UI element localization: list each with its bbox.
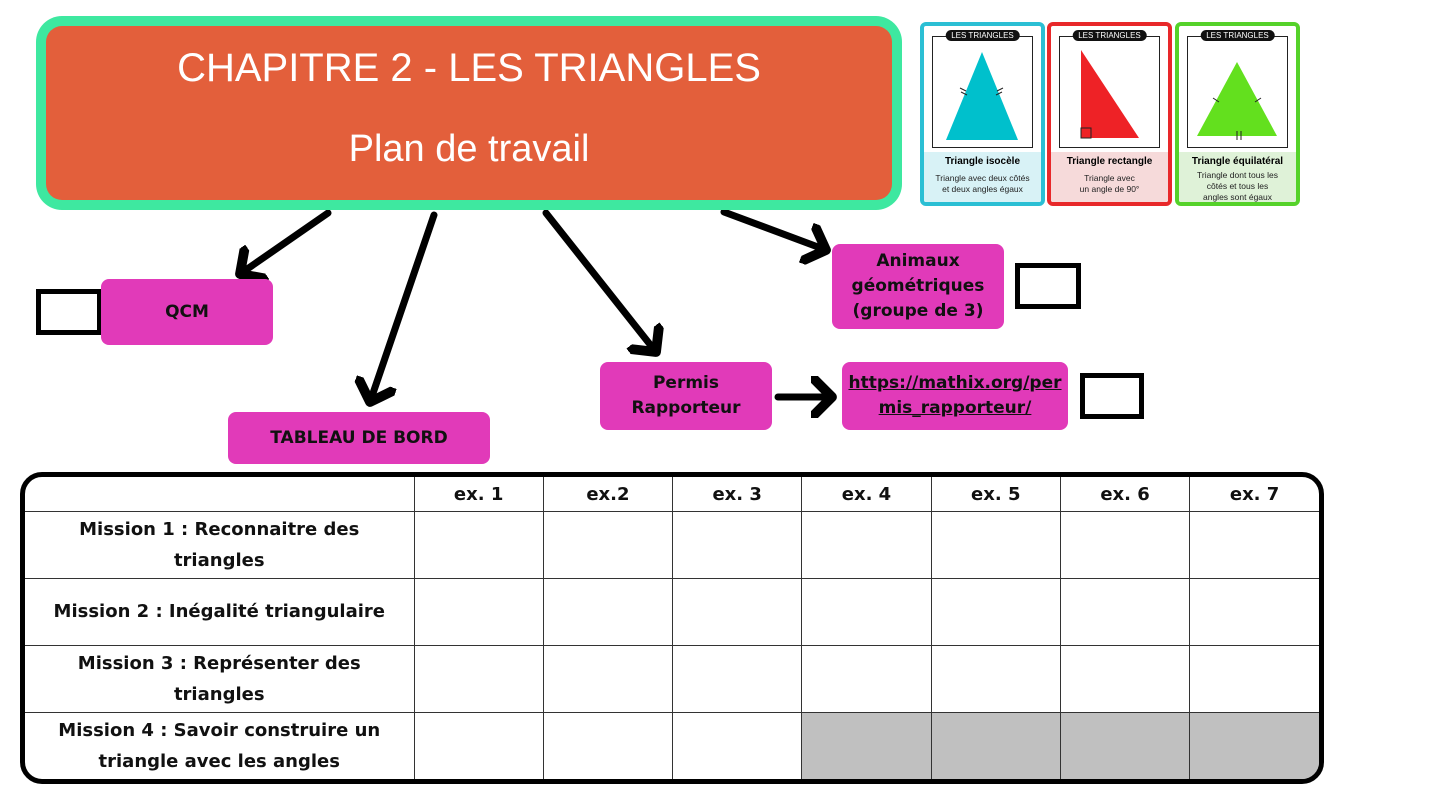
cell[interactable] [414, 579, 543, 645]
table-row [25, 645, 1319, 712]
header-ex5: ex. 5 [931, 477, 1060, 512]
right-triangle-icon [1051, 26, 1168, 150]
table-row [25, 512, 1319, 579]
card-tag: LES TRIANGLES [945, 30, 1020, 41]
cell[interactable] [414, 512, 543, 579]
mission-2-line1: Mission 2 : Inégalité triangulaire [53, 601, 385, 623]
mission-1-label [25, 512, 414, 579]
animaux-checkbox[interactable] [1015, 263, 1081, 309]
permis-label-line2: Rapporteur [631, 398, 741, 418]
cell[interactable] [1060, 512, 1189, 579]
arrow-to-qcm [240, 213, 328, 274]
cell-disabled [1060, 712, 1189, 779]
header-ex7: ex. 7 [1190, 477, 1319, 512]
title-inner [46, 26, 892, 200]
cell[interactable] [543, 579, 672, 645]
mission-1-line2: triangles [173, 550, 265, 572]
cell[interactable] [1060, 579, 1189, 645]
card-desc-line1: Triangle dont tous les [1197, 170, 1278, 180]
card-desc-line1: Triangle avec deux côtés [935, 173, 1030, 183]
dashboard-table [20, 472, 1324, 784]
card-bottom [924, 152, 1041, 202]
qcm-node[interactable] [101, 279, 273, 345]
header-ex6: ex. 6 [1060, 477, 1189, 512]
cell[interactable] [1190, 645, 1319, 712]
header-ex1: ex. 1 [414, 477, 543, 512]
equilateral-triangle-icon [1179, 26, 1296, 150]
cell-disabled [802, 712, 931, 779]
cell[interactable] [802, 512, 931, 579]
arrow-to-tableau [370, 215, 434, 402]
cell[interactable] [1190, 579, 1319, 645]
isosceles-triangle-icon [924, 26, 1041, 150]
animaux-label-line3: (groupe de 3) [852, 301, 984, 321]
card-desc-line2: un angle de 90° [1079, 184, 1140, 194]
mission-4-label [25, 712, 414, 779]
card-desc-line3: angles sont égaux [1203, 192, 1272, 202]
mission-4-line2: triangle avec les angles [98, 750, 340, 772]
cell-disabled [1190, 712, 1319, 779]
card-equilateral [1175, 22, 1300, 206]
link-node[interactable] [842, 362, 1068, 430]
cell[interactable] [543, 512, 672, 579]
page-subtitle: Plan de travail [348, 128, 590, 170]
cell[interactable] [931, 579, 1060, 645]
mission-3-line2: triangles [173, 683, 265, 705]
mission-2-label [25, 579, 414, 645]
cell[interactable] [673, 579, 802, 645]
mission-4-line1: Mission 4 : Savoir construire un [58, 719, 381, 741]
card-isosceles [920, 22, 1045, 206]
cell[interactable] [673, 712, 802, 779]
table-row [25, 579, 1319, 645]
table-row [25, 712, 1319, 779]
card-tag: LES TRIANGLES [1072, 30, 1147, 41]
table-header-row [25, 477, 1319, 512]
arrow-to-animaux [724, 212, 826, 250]
card-title: Triangle isocèle [944, 156, 1021, 167]
card-desc-line2: et deux angles égaux [942, 184, 1023, 194]
card-desc-line1: Triangle avec [1084, 173, 1135, 183]
link-line1: https://mathix.org/per [848, 373, 1062, 393]
title-box [36, 16, 902, 210]
header-cell-empty [25, 477, 414, 512]
cell-disabled [931, 712, 1060, 779]
animaux-label-line2: géométriques [851, 276, 985, 296]
arrow-to-permis [546, 213, 656, 352]
mission-3-line1: Mission 3 : Représenter des [77, 652, 361, 674]
permis-node[interactable] [600, 362, 772, 430]
card-title: Triangle rectangle [1066, 156, 1153, 167]
missions-table [25, 477, 1319, 779]
qcm-checkbox[interactable] [36, 289, 102, 335]
cell[interactable] [673, 512, 802, 579]
cell[interactable] [1060, 645, 1189, 712]
cell[interactable] [543, 645, 672, 712]
tableau-label: TABLEAU DE BORD [270, 427, 448, 448]
animaux-label-line1: Animaux [876, 251, 960, 271]
link-line2: mis_rapporteur/ [878, 398, 1032, 418]
card-title: Triangle équilatéral [1191, 156, 1284, 167]
card-bottom [1179, 152, 1296, 202]
animaux-node[interactable] [832, 244, 1004, 329]
cell[interactable] [414, 712, 543, 779]
cell[interactable] [931, 512, 1060, 579]
card-desc-line2: côtés et tous les [1206, 181, 1269, 191]
mission-1-line1: Mission 1 : Reconnaitre des [79, 519, 360, 541]
qcm-label: QCM [165, 301, 209, 322]
card-right-triangle [1047, 22, 1172, 206]
mathix-link[interactable] [848, 371, 1061, 421]
header-ex4: ex. 4 [802, 477, 931, 512]
mission-3-label [25, 645, 414, 712]
cell[interactable] [673, 645, 802, 712]
header-ex3: ex. 3 [673, 477, 802, 512]
cell[interactable] [543, 712, 672, 779]
cell[interactable] [931, 645, 1060, 712]
tableau-node[interactable] [228, 412, 490, 464]
cell[interactable] [802, 579, 931, 645]
permis-label-line1: Permis [652, 373, 720, 393]
cell[interactable] [802, 645, 931, 712]
link-checkbox[interactable] [1080, 373, 1144, 419]
cell[interactable] [414, 645, 543, 712]
card-bottom [1051, 152, 1168, 202]
cell[interactable] [1190, 512, 1319, 579]
page-title: CHAPITRE 2 - LES TRIANGLES [177, 46, 761, 90]
card-tag: LES TRIANGLES [1200, 30, 1275, 41]
header-ex2: ex.2 [543, 477, 672, 512]
